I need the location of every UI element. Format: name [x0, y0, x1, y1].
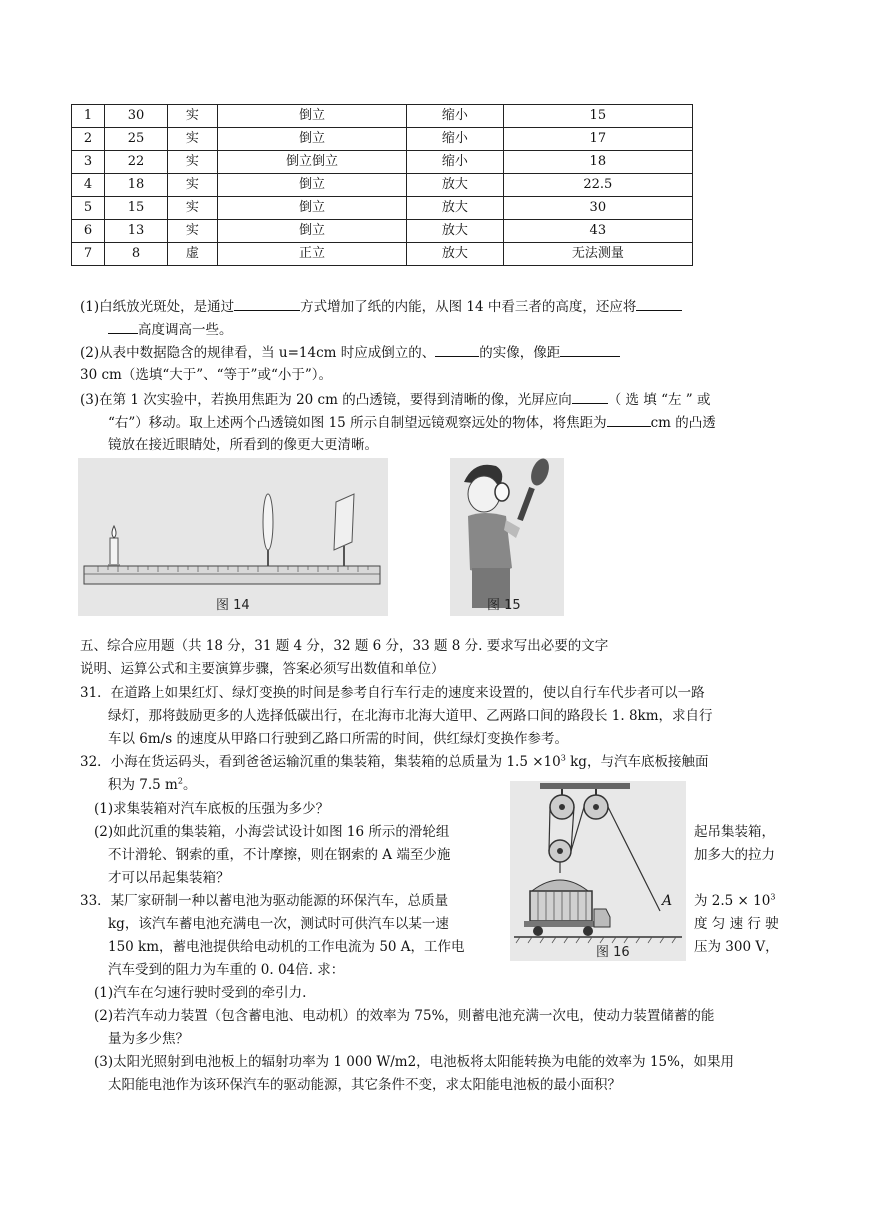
section-5-heading-line-1: 五、综合应用题（共 18 分，31 题 4 分，32 题 6 分，33 题 8 分. 要求写出必要的文字 — [80, 638, 609, 654]
q1-text-a: (1)白纸放光斑处，是通过 — [80, 299, 235, 315]
q32-text-1a: 32．小海在货运码头，看到爸爸运输沉重的集装箱，集装箱的总质量为 1.5 ×10 — [80, 754, 561, 770]
question-3-line-3: 镜放在接近眼睛处，所看到的像更大更清晰。 — [108, 437, 378, 453]
figure-15 — [450, 458, 564, 616]
question-32-sub-2-line-1: (2)如此沉重的集装箱，小海尝试设计如图 16 所示的滑轮组 — [94, 824, 450, 840]
question-33-sub-2-line-2: 量为多少焦？ — [108, 1031, 189, 1047]
table-cell-size: 放大 — [407, 243, 503, 266]
table-cell-size: 放大 — [407, 174, 503, 197]
table-cell-trial: 4 — [72, 174, 105, 197]
table-cell-orientation: 倒立 — [217, 105, 406, 128]
q3-text-b: （ 选 填 “左 ” 或 — [607, 392, 711, 408]
question-3-line-2 — [108, 412, 716, 433]
question-32-sub-2-line-3: 才可以吊起集装箱？ — [108, 870, 230, 886]
table-cell-orientation: 倒立 — [217, 174, 406, 197]
question-33-line-1-right — [694, 891, 775, 911]
table-cell-trial: 5 — [72, 197, 105, 220]
q32-text-2a: 积为 7.5 m — [108, 777, 178, 793]
table-cell-size: 缩小 — [407, 151, 503, 174]
q3-blank-1 — [572, 389, 608, 404]
q2-text-b: 的实像，像距 — [479, 345, 561, 361]
table-cell-object-distance: 13 — [105, 220, 168, 243]
table-cell-image-type: 实 — [167, 220, 217, 243]
boy-body — [468, 513, 512, 573]
pulley-crane-illustration — [510, 781, 686, 961]
q3-text-c: “右”）移动。取上述两个凸透镜如图 15 所示自制望远镜观察远处的物体，将焦距为 — [108, 415, 607, 431]
question-32-line-2 — [108, 775, 196, 795]
table-row — [72, 151, 693, 174]
table-cell-image-distance: 17 — [503, 128, 692, 151]
question-32-sub-2-line-2-right: 加多大的拉力 — [694, 847, 775, 863]
question-1-line-1 — [80, 296, 682, 317]
question-2-line-2: 30 cm（选填“大于”、“等于”或“小于”）。 — [80, 367, 332, 383]
figure-14-caption: 图 14 — [216, 598, 250, 613]
question-32-sub-2-line-1-right: 起吊集装箱， — [694, 824, 775, 840]
boy-with-telescope-illustration — [450, 458, 564, 616]
table-cell-size: 缩小 — [407, 105, 503, 128]
q32-text-2b: 。 — [182, 777, 197, 793]
table-cell-image-type: 实 — [167, 174, 217, 197]
table-cell-image-distance: 15 — [503, 105, 692, 128]
question-31-line-1: 31．在道路上如果红灯、绿灯变换的时间是参考自行车行走的速度来设置的，使以自行车代步者可以一路 — [80, 685, 705, 701]
question-2-line-1 — [80, 342, 620, 363]
table-cell-image-type: 实 — [167, 151, 217, 174]
q1-blank-1 — [234, 296, 300, 311]
question-33-line-3: 150 km，蓄电池提供给电动机的工作电流为 50 A，工作电 — [108, 939, 465, 955]
table-cell-orientation: 正立 — [217, 243, 406, 266]
q32-text-1b: kg，与汽车底板接触面 — [565, 754, 709, 770]
label-a: A — [662, 893, 673, 909]
ceiling-beam — [540, 783, 630, 789]
table-row — [72, 197, 693, 220]
table-row — [72, 128, 693, 151]
table-cell-orientation: 倒立倒立 — [217, 151, 406, 174]
table-row — [72, 243, 693, 266]
q1-text-b: 方式增加了纸的内能，从图 14 中看三者的高度，还应将 — [300, 299, 637, 315]
convex-lens-icon — [263, 494, 273, 550]
figure-16 — [510, 781, 686, 961]
question-31-line-3: 车以 6m/s 的速度从甲路口行驶到乙路口所需的时间，供红绿灯变换作参考。 — [108, 731, 568, 747]
table-cell-object-distance: 25 — [105, 128, 168, 151]
table-cell-trial: 7 — [72, 243, 105, 266]
q1-blank-2b — [108, 319, 138, 334]
figure-16-caption: 图 16 — [596, 945, 630, 960]
question-33-line-3-right: 压为 300 V， — [694, 939, 779, 955]
table-cell-size: 放大 — [407, 197, 503, 220]
experiment-table — [71, 104, 693, 266]
table-cell-image-type: 虚 — [167, 243, 217, 266]
table-cell-object-distance: 30 — [105, 105, 168, 128]
eyepiece-lens-icon — [495, 483, 509, 501]
table-cell-size: 放大 — [407, 220, 503, 243]
table-cell-orientation: 倒立 — [217, 128, 406, 151]
table-cell-trial: 6 — [72, 220, 105, 243]
q1-blank-2 — [636, 296, 682, 311]
question-33-sub-1: (1)汽车在匀速行驶时受到的牵引力. — [94, 985, 307, 1001]
table-cell-orientation: 倒立 — [217, 220, 406, 243]
question-33-sub-3-line-1: (3)太阳光照射到电池板上的辐射功率为 1 000 W/m2，电池板将太阳能转换为电能的效率为 15%，如果用 — [94, 1054, 734, 1070]
table-cell-image-distance: 无法测量 — [503, 243, 692, 266]
q3-text-a: (3)在第 1 次实验中，若换用焦距为 20 cm 的凸透镜，要得到清晰的像，光屏应向 — [80, 392, 572, 408]
question-33-line-2: kg，该汽车蓄电池充满电一次，测试时可供汽车以某一速 — [108, 916, 449, 932]
table-row — [72, 174, 693, 197]
question-1-line-2 — [108, 319, 233, 340]
table-cell-image-distance: 18 — [503, 151, 692, 174]
section-5-heading-line-2: 说明、运算公式和主要演算步骤，答案必须写出数值和单位） — [80, 661, 445, 677]
table-cell-image-type: 实 — [167, 128, 217, 151]
table-cell-image-type: 实 — [167, 105, 217, 128]
question-32-sub-2-line-2: 不计滑轮、钢索的重，不计摩擦，则在钢索的 A 端至少施 — [108, 847, 451, 863]
optical-bench-illustration — [78, 458, 388, 616]
table-cell-image-distance: 43 — [503, 220, 692, 243]
container-box — [530, 891, 592, 921]
question-33-sub-2-line-1: (2)若汽车动力装置（包含蓄电池、电动机）的效率为 75%，则蓄电池充满一次电，使动力装置储蓄的能 — [94, 1008, 715, 1024]
question-33-line-4: 汽车受到的阻力为车重的 0. 04倍. 求： — [108, 962, 345, 978]
q33-text-1b: 为 2.5 × 10 — [694, 893, 771, 909]
truck-cab-icon — [594, 909, 610, 927]
question-32-line-1 — [80, 752, 708, 772]
table-cell-object-distance: 18 — [105, 174, 168, 197]
candle-icon — [110, 538, 118, 566]
table-cell-image-distance: 22.5 — [503, 174, 692, 197]
question-33-sub-3-line-2: 太阳能电池作为该环保汽车的驱动能源，其它条件不变，求太阳能电池板的最小面积？ — [108, 1077, 621, 1093]
q3-blank-2 — [607, 412, 651, 427]
table-row — [72, 220, 693, 243]
question-31-line-2: 绿灯，那将鼓励更多的人选择低碳出行，在北海市北海大道甲、乙两路口间的路段长 1. 8km，求自行 — [108, 708, 713, 724]
question-33-line-1: 33．某厂家研制一种以蓄电池为驱动能源的环保汽车，总质量 — [80, 893, 449, 909]
q32-sup-2: 2 — [177, 776, 183, 786]
q2-text-a: (2)从表中数据隐含的规律看，当 u=14cm 时应成倒立的、 — [80, 345, 436, 361]
table-cell-object-distance: 8 — [105, 243, 168, 266]
table-row — [72, 105, 693, 128]
optical-bench-ruler — [84, 566, 380, 584]
table-cell-size: 缩小 — [407, 128, 503, 151]
q1-text-c: 高度调高一些。 — [138, 322, 233, 338]
table-cell-image-distance: 30 — [503, 197, 692, 220]
table-cell-orientation: 倒立 — [217, 197, 406, 220]
q33-sup-1: 3 — [770, 892, 776, 902]
table-cell-trial: 3 — [72, 151, 105, 174]
table-cell-object-distance: 22 — [105, 151, 168, 174]
q32-sup-1: 3 — [560, 753, 566, 763]
truck-wheel-icon — [583, 926, 593, 936]
screen-icon — [334, 494, 354, 550]
truck-wheel-icon — [533, 926, 543, 936]
q2-blank-1 — [435, 342, 479, 357]
figure-14 — [78, 458, 388, 616]
question-32-sub-1: (1)求集装箱对汽车底板的压强为多少？ — [94, 801, 330, 817]
table-cell-trial: 2 — [72, 128, 105, 151]
q3-text-d: cm 的凸透 — [650, 415, 716, 431]
q2-blank-2 — [560, 342, 620, 357]
table-cell-object-distance: 15 — [105, 197, 168, 220]
table-cell-image-type: 实 — [167, 197, 217, 220]
question-3-line-1 — [80, 389, 710, 410]
table-cell-trial: 1 — [72, 105, 105, 128]
question-33-line-2-right: 度 匀 速 行 驶 — [694, 916, 779, 932]
figure-15-caption: 图 15 — [487, 598, 521, 613]
